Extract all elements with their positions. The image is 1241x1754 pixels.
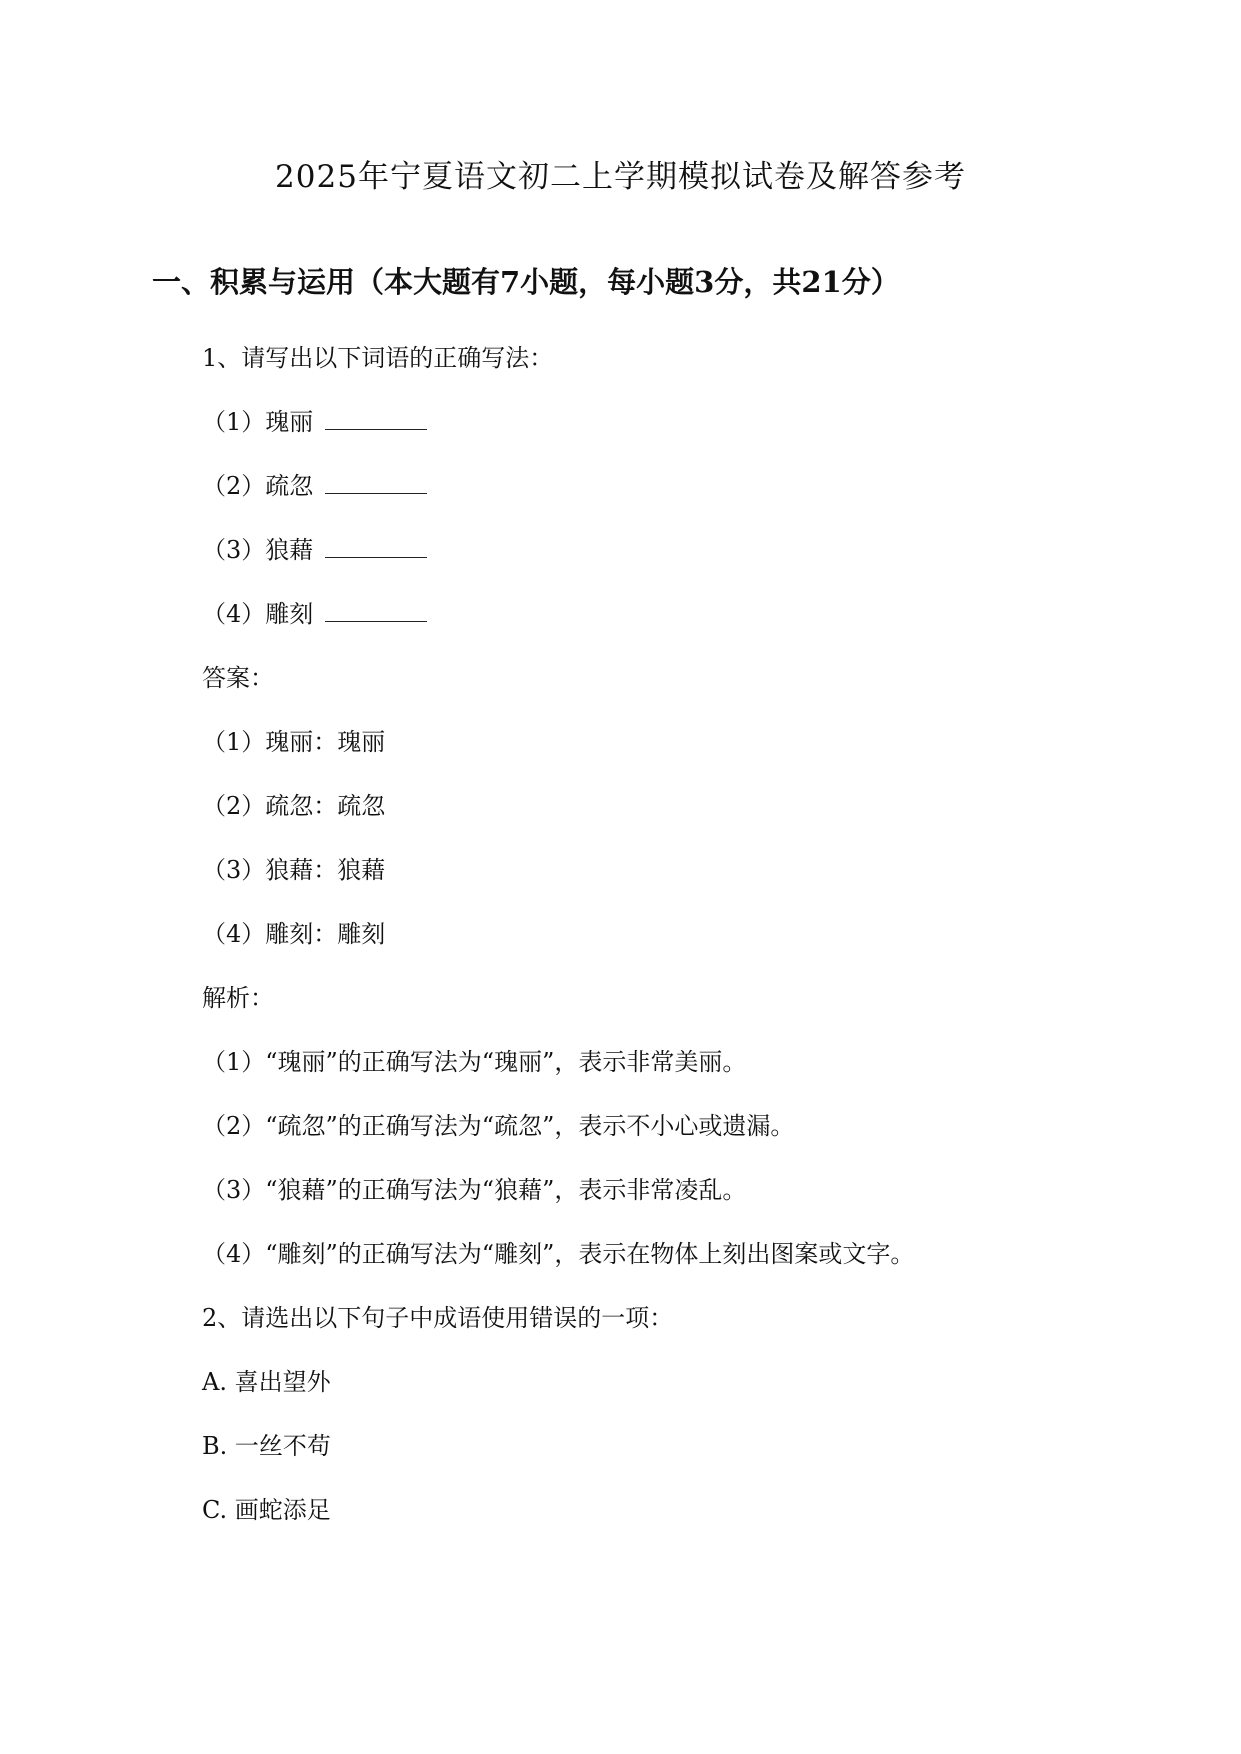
analysis-line: （2）“疏忽”的正确写法为“疏忽”，表示不小心或遗漏。 — [202, 1112, 795, 1140]
answer-blank — [325, 409, 427, 430]
option-c: C. 画蛇添足 — [202, 1496, 331, 1524]
document-title: 2025年宁夏语文初二上学期模拟试卷及解答参考 — [275, 159, 966, 195]
item-label: （2）疏忽 — [202, 472, 314, 500]
answer-blank — [325, 537, 427, 558]
question-1-item — [202, 466, 427, 506]
answer-line: （4）雕刻：雕刻 — [202, 920, 386, 948]
question-1-stem: 1、请写出以下词语的正确写法： — [202, 344, 554, 372]
answer-line: （1）瑰丽：瑰丽 — [202, 728, 386, 756]
answer-blank — [325, 601, 427, 622]
question-2-stem: 2、请选出以下句子中成语使用错误的一项： — [202, 1304, 674, 1332]
item-label: （3）狼藉 — [202, 536, 314, 564]
question-1-item — [202, 402, 427, 442]
answer-label: 答案： — [202, 664, 274, 692]
analysis-line: （1）“瑰丽”的正确写法为“瑰丽”，表示非常美丽。 — [202, 1048, 747, 1076]
answer-blank — [325, 473, 427, 494]
question-1-item — [202, 530, 427, 570]
option-b: B. 一丝不苟 — [202, 1432, 331, 1460]
section-heading: 一、积累与运用（本大题有7小题，每小题3分，共21分） — [152, 265, 900, 299]
answer-line: （3）狼藉：狼藉 — [202, 856, 386, 884]
answer-line: （2）疏忽：疏忽 — [202, 792, 386, 820]
analysis-label: 解析： — [202, 984, 274, 1012]
option-a: A. 喜出望外 — [202, 1368, 331, 1396]
question-1-item — [202, 594, 427, 634]
analysis-line: （4）“雕刻”的正确写法为“雕刻”，表示在物体上刻出图案或文字。 — [202, 1240, 915, 1268]
item-label: （1）瑰丽 — [202, 408, 314, 436]
analysis-line: （3）“狼藉”的正确写法为“狼藉”，表示非常凌乱。 — [202, 1176, 747, 1204]
item-label: （4）雕刻 — [202, 600, 314, 628]
